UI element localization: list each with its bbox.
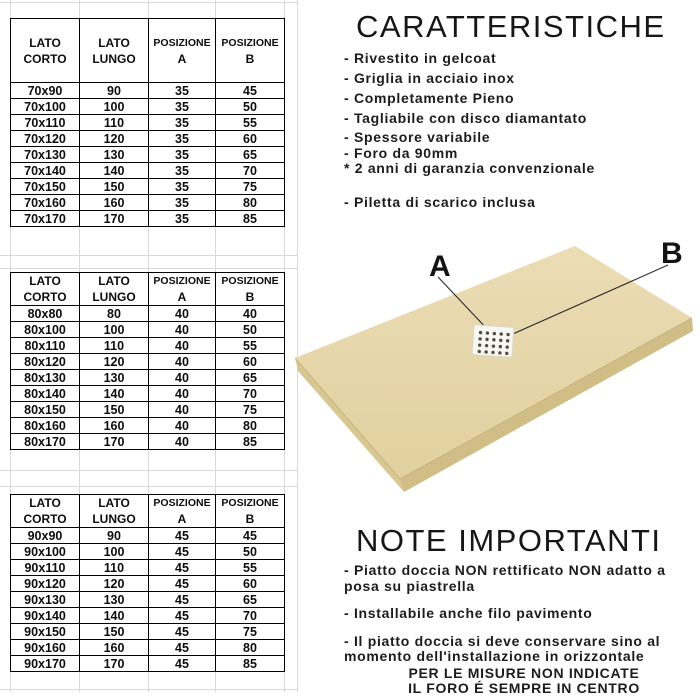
size-table-80 [10,272,285,450]
cell: 70x110 [11,115,80,131]
cell: 75 [216,402,285,418]
table-row [11,115,285,131]
cell: 45 [149,656,216,672]
table-row [11,338,285,354]
cell: 40 [216,306,285,322]
footer-note [352,666,696,696]
cell: 160 [80,418,149,434]
table-row [11,544,285,560]
cell: 140 [80,386,149,402]
cell: 65 [216,147,285,163]
cell: 70x140 [11,163,80,179]
cell: 90x170 [11,656,80,672]
cell: 80x150 [11,402,80,418]
cell: 90x120 [11,576,80,592]
table-row [11,322,285,338]
cell: 55 [216,338,285,354]
size-table-90 [10,494,285,672]
cell: 45 [149,576,216,592]
cell: 45 [149,640,216,656]
cell: 80x110 [11,338,80,354]
cell: 100 [80,544,149,560]
table-row [11,83,285,99]
cell: 80x160 [11,418,80,434]
list-item: - Rivestito in gelcoat [344,50,497,66]
list-item: * 2 anni di garanzia convenzionale [344,160,595,176]
note-importanti-list [344,563,666,677]
cell: 100 [80,322,149,338]
cell: 45 [149,624,216,640]
cell: 70 [216,163,285,179]
header-row [11,495,285,528]
caratteristiche-list [344,51,587,131]
list-item: - Tagliabile con disco diamantato [344,110,587,126]
cell: 110 [80,338,149,354]
cell: 45 [216,83,285,99]
cell: 40 [149,322,216,338]
column-header: LATO LUNGO [80,19,149,83]
cell: 60 [216,131,285,147]
cell: 85 [216,434,285,450]
cell: 45 [149,608,216,624]
cell: 120 [80,576,149,592]
cell: 80 [80,306,149,322]
table-row [11,656,285,672]
cell: 90x100 [11,544,80,560]
shower-tray-diagram [280,230,700,525]
list-item: - Completamente Pieno [344,90,515,106]
cell: 75 [216,624,285,640]
list-item: - Foro da 90mm [344,144,459,161]
cell: 40 [149,402,216,418]
cell: 80x120 [11,354,80,370]
column-header: POSIZIONE A [149,495,216,528]
cell: 160 [80,640,149,656]
cell: 80x170 [11,434,80,450]
cell: 45 [149,560,216,576]
cell: 70x90 [11,83,80,99]
list-item: PER LE MISURE NON INDICATE [408,665,640,681]
column-header: POSIZIONE B [216,273,285,306]
cell: 50 [216,99,285,115]
cell: 80 [216,195,285,211]
table-row [11,560,285,576]
cell: 150 [80,402,149,418]
cell: 70x120 [11,131,80,147]
table-row [11,576,285,592]
cell: 70x130 [11,147,80,163]
cell: 120 [80,354,149,370]
column-header: LATO LUNGO [80,495,149,528]
cell: 35 [149,83,216,99]
table-row [11,592,285,608]
list-item: - Il piatto doccia si deve conservare sino al momento dell'installazione in orizzontale [344,632,661,664]
cell: 40 [149,370,216,386]
cell: 170 [80,434,149,450]
table-row [11,195,285,211]
cell: 70 [216,608,285,624]
cell: 45 [216,528,285,544]
cell: 40 [149,338,216,354]
cell: 45 [149,528,216,544]
cell: 85 [216,656,285,672]
cell: 40 [149,306,216,322]
cell: 50 [216,544,285,560]
cell: 110 [80,560,149,576]
table-row [11,306,285,322]
header-row [11,19,285,83]
cell: 120 [80,131,149,147]
cell: 35 [149,211,216,227]
size-table-70 [10,18,285,227]
column-header: POSIZIONE B [216,495,285,528]
cell: 130 [80,370,149,386]
cell: 70x150 [11,179,80,195]
cell: 50 [216,322,285,338]
table-row [11,99,285,115]
cell: 90x140 [11,608,80,624]
cell: 90x90 [11,528,80,544]
cell: 35 [149,115,216,131]
cell: 45 [149,592,216,608]
gridline [0,268,298,269]
cell: 160 [80,195,149,211]
note-importanti-title: NOTE IMPORTANTI [356,523,662,558]
column-header: POSIZIONE A [149,19,216,83]
table-row [11,624,285,640]
table-row [11,418,285,434]
cell: 140 [80,163,149,179]
cell: 55 [216,115,285,131]
cell: 150 [80,624,149,640]
cell: 170 [80,656,149,672]
gridline [0,2,298,3]
table-row [11,528,285,544]
table-row [11,608,285,624]
list-item: - Installabile anche filo pavimento [344,605,593,621]
cell: 35 [149,163,216,179]
cell: 130 [80,592,149,608]
list-item: IL FORO É SEMPRE IN CENTRO [408,680,640,696]
cell: 110 [80,115,149,131]
gridline [0,486,298,487]
drain-grate [472,325,514,358]
cell: 55 [216,560,285,576]
cell: 80 [216,640,285,656]
list-item: - Griglia in acciaio inox [344,70,515,86]
cell: 35 [149,195,216,211]
cell: 140 [80,608,149,624]
caratteristiche-list-tight [344,130,595,177]
cell: 35 [149,131,216,147]
cell: 80x80 [11,306,80,322]
table-row [11,179,285,195]
cell: 65 [216,370,285,386]
gridline [0,689,298,690]
cell: 40 [149,418,216,434]
table-row [11,370,285,386]
cell: 100 [80,99,149,115]
cell: 40 [149,354,216,370]
cell: 70 [216,386,285,402]
column-header: LATO LUNGO [80,273,149,306]
cell: 65 [216,592,285,608]
table-row [11,386,285,402]
column-header: LATO CORTO [11,273,80,306]
caratteristiche-title: CARATTERISTICHE [356,9,666,44]
cell: 90 [80,528,149,544]
cell: 35 [149,179,216,195]
list-item: - Spessore variabile [344,129,491,145]
cell: 35 [149,99,216,115]
cell: 90x150 [11,624,80,640]
table-row [11,163,285,179]
cell: 80x140 [11,386,80,402]
label-a: A [429,250,451,283]
cell: 70x170 [11,211,80,227]
cell: 45 [149,544,216,560]
cell: 60 [216,576,285,592]
cell: 170 [80,211,149,227]
gridline [0,470,298,471]
cell: 35 [149,147,216,163]
cell: 130 [80,147,149,163]
cell: 70x100 [11,99,80,115]
table-row [11,147,285,163]
gridline [0,255,298,256]
column-header: LATO CORTO [11,19,80,83]
column-header: POSIZIONE B [216,19,285,83]
label-b: B [661,237,683,270]
table-row [11,640,285,656]
cell: 80x100 [11,322,80,338]
table-row [11,434,285,450]
table-row [11,211,285,227]
table-row [11,131,285,147]
cell: 150 [80,179,149,195]
column-header: LATO CORTO [11,495,80,528]
table-row [11,402,285,418]
cell: 90x160 [11,640,80,656]
header-row [11,273,285,306]
cell: 70x160 [11,195,80,211]
column-header: POSIZIONE A [149,273,216,306]
cell: 40 [149,434,216,450]
cell: 60 [216,354,285,370]
cell: 90x110 [11,560,80,576]
cell: 90 [80,83,149,99]
cell: 85 [216,211,285,227]
table-row [11,354,285,370]
cell: 40 [149,386,216,402]
cell: 80 [216,418,285,434]
cell: 90x130 [11,592,80,608]
cell: 80x130 [11,370,80,386]
list-item: - Piatto doccia NON rettificato NON adatto a posa su piastrella [344,562,666,594]
cell: 75 [216,179,285,195]
caratteristiche-item-piletta: - Piletta di scarico inclusa [344,194,536,210]
